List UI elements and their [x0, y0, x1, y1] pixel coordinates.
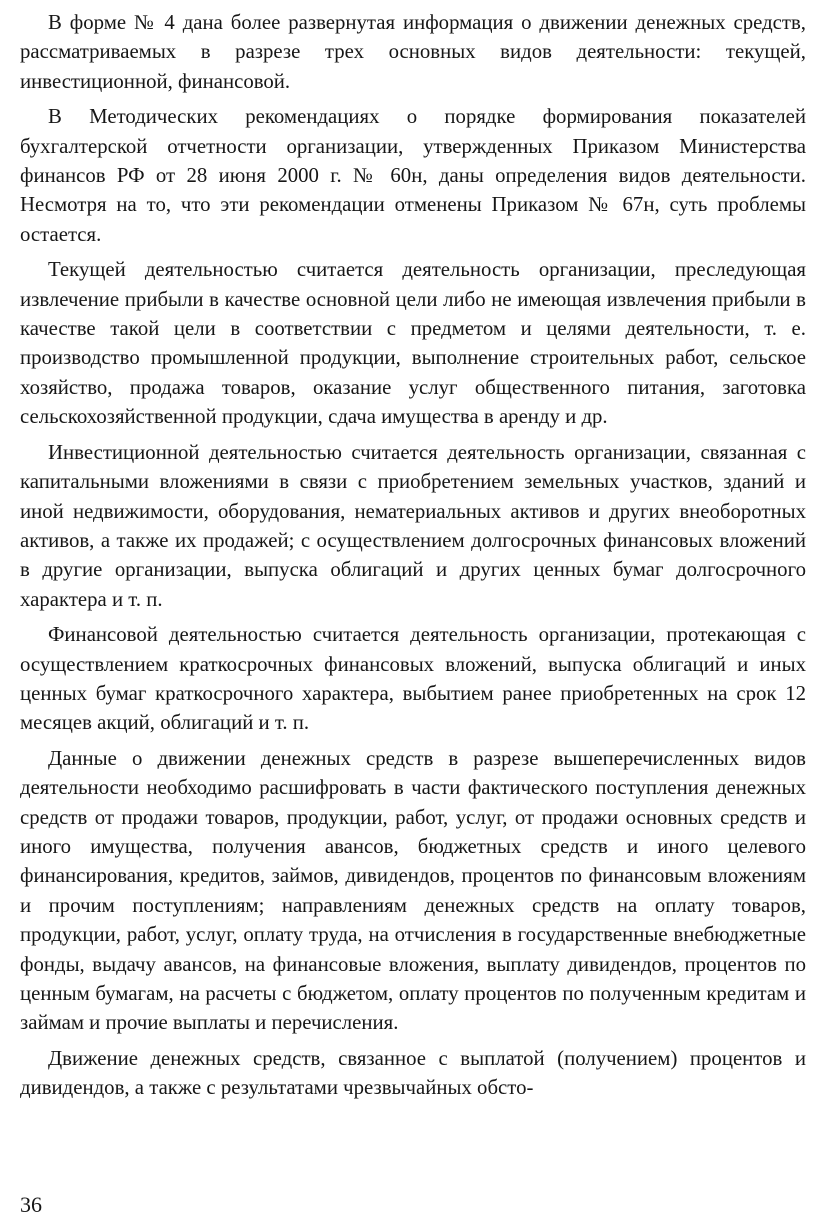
paragraph-investment-activity: Инвестиционной деятельностью считается деятельность организации, связанная с капитальными вложениями в связи с приобретением земельных участков, зданий и иной недвижимости, оборудования, нематериальных активов и других внеоборотных активов, а также их продажей; с осуществлением долгосрочных финансовых вложений в другие организации, выпуска облигаций и других ценных бумаг долгосрочного характера и т. п. [20, 440, 806, 611]
body-text [20, 8, 806, 1109]
paragraph-cash-flow-form: В форме № 4 дана более развернутая информация о движении денежных средств, рассматриваемых в разрезе трех основных видов деятельности: текущей, инвестиционной, финансовой. [20, 11, 806, 93]
page-number: 36 [20, 1192, 42, 1217]
paragraph-methodical-recommendations: В Методических рекомендациях о порядке формирования показателей бухгалтерской отчетности организации, утвержденных Приказом Министерства финансов РФ от 28 июня 2000 г. № 60н, даны определения видов деятельности. Несмотря на то, что эти рекомендации отменены Приказом № 67н, суть проблемы остается. [20, 105, 806, 246]
paragraph-current-activity: Текущей деятельностью считается деятельность организации, преследующая извлечение прибыли в качестве основной цели либо не имеющая извлечения прибыли в качестве такой цели в соответствии с предметом и целями деятельности, т. е. производство промышленной продукции, выполнение строительных работ, сельское хозяйство, продажа товаров, оказание услуг общественного питания, заготовка сельскохозяйственной продукции, сдача имущества в аренду и др. [20, 258, 806, 429]
paragraph-cash-flow-details: Данные о движении денежных средств в разрезе вышеперечисленных видов деятельности необходимо расшифровать в части фактического поступления денежных средств от продажи товаров, продукции, работ, услуг, от продажи основных средств и иного имущества, получения авансов, бюджетных средств и иного целевого финансирования, кредитов, займов, дивидендов, процентов по финансовым вложениям и прочим поступлениям; направлениям денежных средств на оплату товаров, продукции, работ, услуг, оплату труда, на отчисления в государственные внебюджетные фонды, выдачу авансов, на финансовые вложения, выплату дивидендов, процентов по ценным бумагам, на расчеты с бюджетом, оплату процентов по полученным кредитам и займам и прочие выплаты и перечисления. [20, 746, 806, 1035]
paragraph-interest-dividends: Движение денежных средств, связанное с выплатой (получением) процентов и дивидендов, а также с результатами чрезвычайных обсто- [20, 1046, 806, 1100]
paragraph-financial-activity: Финансовой деятельностью считается деятельность организации, протекающая с осуществлением краткосрочных финансовых вложений, выпуска облигаций и иных ценных бумаг краткосрочного характера, выбытием ранее приобретенных на срок 12 месяцев акций, облигаций и т. п. [20, 623, 806, 735]
